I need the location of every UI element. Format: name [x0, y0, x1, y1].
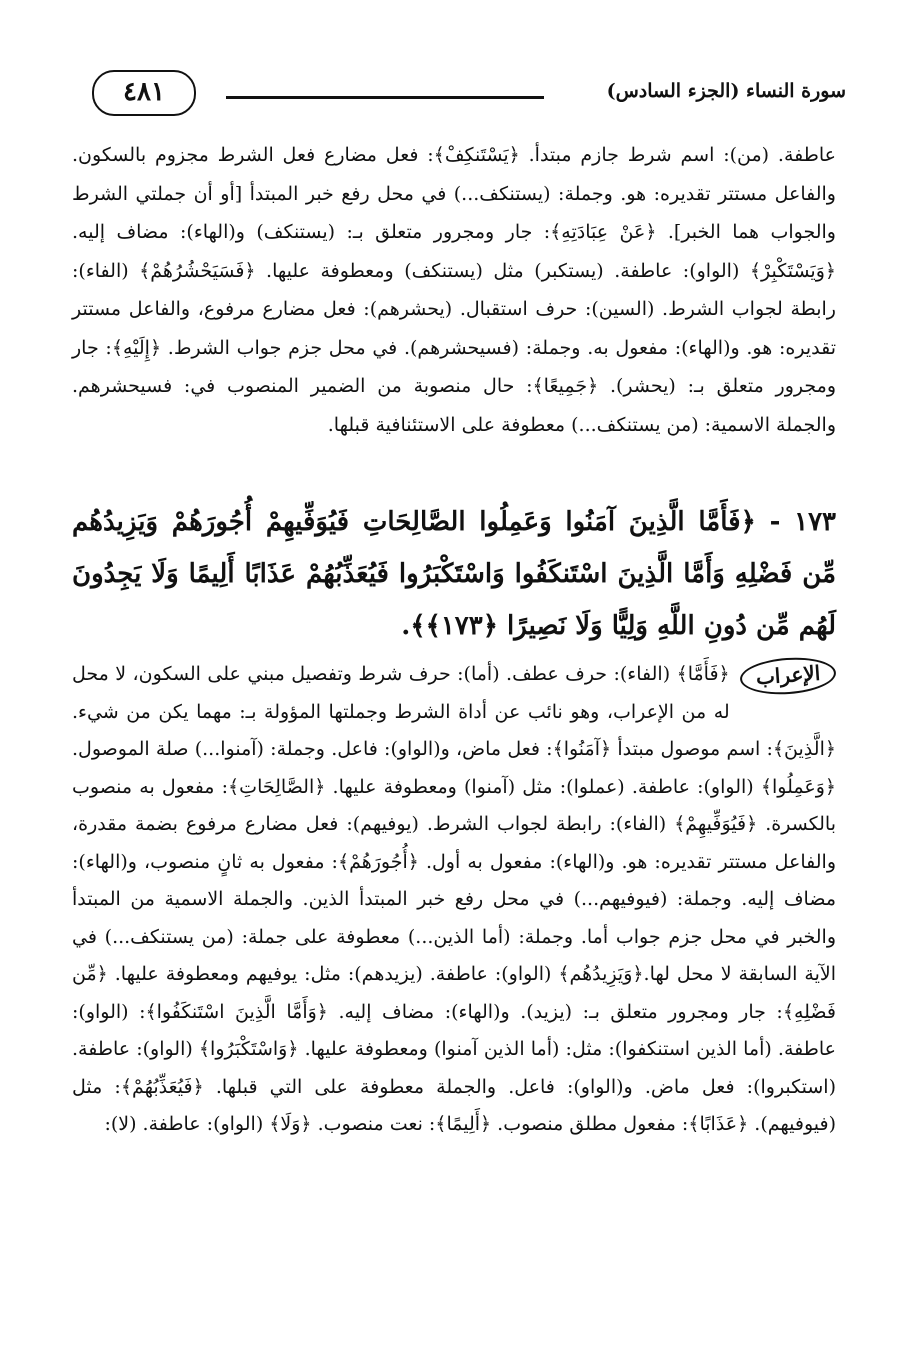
- commentary-block-top: [72, 136, 836, 444]
- i3rab-paragraph: ﴿فَأَمَّا﴾ (الفاء): حرف عطف. (أما): حرف شرط وتفصيل مبني على السكون، لا محل له من الإعراب، وهو نائب عن أداة الشرط وجملتها المؤولة بـ: مهما يكن من شيء. ﴿الَّذِينَ﴾: اسم موصول مبتدأ ﴿آمَنُوا﴾: فعل ماض، و(الواو): فاعل. وجملة: (آمنوا...) صلة الموصول. ﴿وَعَمِلُوا﴾ (الواو): عاطفة. (عملوا): مثل (آمنوا) ومعطوفة عليها. ﴿الصَّالِحَاتِ﴾: مفعول به منصوب بالكسرة. ﴿فَيُوَفِّيهِمْ﴾ (الفاء): رابطة لجواب الشرط. (يوفيهم): فعل مضارع مرفوع بضمة مقدرة، والفاعل مستتر تقديره: هو. و(الهاء): مفعول به أول. ﴿أُجُورَهُمْ﴾: مفعول به ثانٍ منصوب، و(الهاء): مضاف إليه. وجملة: (فيوفيهم...) في محل رفع خبر المبتدأ الذين. والجملة الاسمية من المبتدأ والخبر في محل جزم جواب أما. وجملة: (أما الذين...) معطوفة على جملة: (من يستنكف...) في الآية السابقة لا محل لها.﴿وَيَزِيدُهُم﴾ (الواو): عاطفة. (يزيدهم): مثل: يوفيهم ومعطوفة عليها. ﴿مِّن فَضْلِهِ﴾: جار ومجرور متعلق بـ: (يزيد). و(الهاء): مضاف إليه. ﴿وَأَمَّا الَّذِينَ اسْتَنكَفُوا﴾: (الواو): عاطفة. (أما الذين استنكفوا): مثل: (أما الذين آمنوا) ومعطوفة عليها. ﴿وَاسْتَكْبَرُوا﴾ (الواو): عاطفة. (استكبروا): فعل ماض. و(الواو): فاعل. والجملة معطوفة على التي قبلها. ﴿فَيُعَذِّبُهُمْ﴾: مثل (فيوفيهم). ﴿عَذَابًا﴾: مفعول مطلق منصوب. ﴿أَلِيمًا﴾: نعت منصوب. ﴿وَلَا﴾ (الواو): عاطفة. (لا):: [72, 663, 836, 1135]
- i3rab-block: [72, 656, 836, 1144]
- page-title: سورة النساء (الجزء السادس): [606, 80, 846, 102]
- quran-verse: [72, 496, 836, 652]
- i3rab-badge: الإعراب: [739, 655, 838, 698]
- page-header: [80, 66, 846, 126]
- commentary-paragraph: عاطفة. (من): اسم شرط جازم مبتدأ. ﴿يَسْتَنكِفْ﴾: فعل مضارع فعل الشرط مجزوم بالسكون. والفاعل مستتر تقديره: هو. وجملة: (يستنكف...) في محل رفع خبر المبتدأ [أو أن جملتي الشرط والجواب هما الخبر]. ﴿عَنْ عِبَادَتِهِ﴾: جار ومجرور متعلق بـ: (يستنكف) و(الهاء): مضاف إليه. ﴿وَيَسْتَكْبِرْ﴾ (الواو): عاطفة. (يستكبر) مثل (يستنكف) ومعطوفة عليها. ﴿فَسَيَحْشُرُهُمْ﴾ (الفاء): رابطة لجواب الشرط. (السين): حرف استقبال. (يحشرهم): فعل مضارع مرفوع، والفاعل مستتر تقديره: هو. و(الهاء): مفعول به. وجملة: (فسيحشرهم). في محل جزم جواب الشرط. ﴿إِلَيْهِ﴾: جار ومجرور متعلق بـ: (يحشر). ﴿جَمِيعًا﴾: حال منصوبة من الضمير المنصوب في: فسيحشرهم. والجملة الاسمية: (من يستنكف...) معطوفة على الاستئنافية قبلها.: [72, 144, 836, 436]
- verse-number: ١٧٣ -: [769, 507, 837, 537]
- header-rule: [226, 96, 544, 99]
- page-number: ٤٨١: [92, 70, 196, 116]
- verse-text: ﴿فَأَمَّا الَّذِينَ آمَنُوا وَعَمِلُوا الصَّالِحَاتِ فَيُوَفِّيهِمْ أُجُورَهُمْ وَيَزِيدُهُم مِّن فَضْلِهِ وَأَمَّا الَّذِينَ اسْتَنكَفُوا وَاسْتَكْبَرُوا فَيُعَذِّبُهُمْ عَذَابًا أَلِيمًا وَلَا يَجِدُونَ لَهُم مِّن دُونِ اللَّهِ وَلِيًّا وَلَا نَصِيرًا ﴿١٧٣﴾﴾.: [72, 507, 836, 641]
